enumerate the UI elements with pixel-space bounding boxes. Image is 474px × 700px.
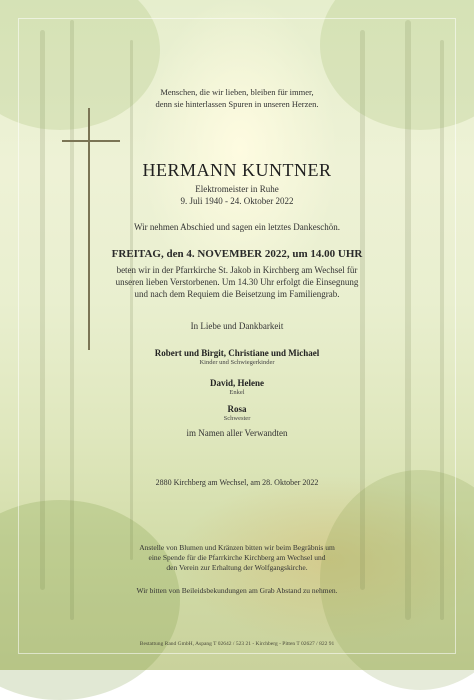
donation-request [0, 543, 474, 573]
life-dates: 9. Juli 1940 - 24. Oktober 2022 [180, 196, 294, 206]
mourner-entry [0, 378, 474, 396]
mourner-relation: Schwester [223, 415, 251, 422]
deceased-name: HERMANN KUNTNER [142, 160, 332, 180]
funeral-line: und nach dem Requiem die Beisetzung im Familiengrab. [134, 289, 340, 299]
mourner-relation: Kinder und Schwiegerkinder [199, 359, 275, 366]
love-line: In Liebe und Dankbarkeit [190, 321, 284, 331]
funeral-line: beten wir in der Pfarrkirche St. Jakob in Kirchberg am Wechsel für [116, 265, 358, 275]
funeral-details [0, 264, 474, 300]
closing-note: Wir bitten von Beileidsbekundungen am Grab Abstand zu nehmen. [136, 586, 338, 595]
motto-line: Menschen, die wir lieben, bleiben für immer, [160, 87, 314, 97]
request-line: Anstelle von Blumen und Kränzen bitten wir beim Begräbnis um [139, 543, 335, 552]
relatives-line: im Namen aller Verwandten [186, 428, 288, 438]
motto [0, 86, 474, 110]
mourner-relation: Enkel [229, 389, 245, 396]
request-line: eine Spende für die Pfarrkirche Kirchberg am Wechsel und [148, 553, 326, 562]
mourner-names: Robert und Birgit, Christiane und Michael [154, 348, 320, 358]
place-date: 2880 Kirchberg am Wechsel, am 28. Oktober 2022 [155, 478, 319, 487]
mourner-entry [0, 348, 474, 366]
cross-icon-bar [62, 140, 120, 142]
mourner-entry [0, 404, 474, 422]
funeral-home-footer: Bestattung Rand GmbH, Aspang T 02642 / 523 21 - Kirchberg - Pitten T 02627 / 822 91 [139, 641, 335, 647]
funeral-date: FREITAG, den 4. NOVEMBER 2022, um 14.00 UHR [111, 248, 363, 260]
motto-line: denn sie hinterlassen Spuren in unseren Herzen. [155, 99, 319, 109]
farewell-text: Wir nehmen Abschied und sagen ein letztes Dankeschön. [133, 222, 341, 232]
request-line: den Verein zur Erhaltung der Wolfgangskirche. [166, 563, 308, 572]
mourner-names: Rosa [227, 404, 247, 414]
mourner-names: David, Helene [210, 378, 264, 388]
funeral-line: unseren lieben Verstorbenen. Um 14.30 Uhr erfolgt die Einsegnung [115, 277, 359, 287]
deceased-occupation: Elektromeister in Ruhe [195, 184, 279, 194]
